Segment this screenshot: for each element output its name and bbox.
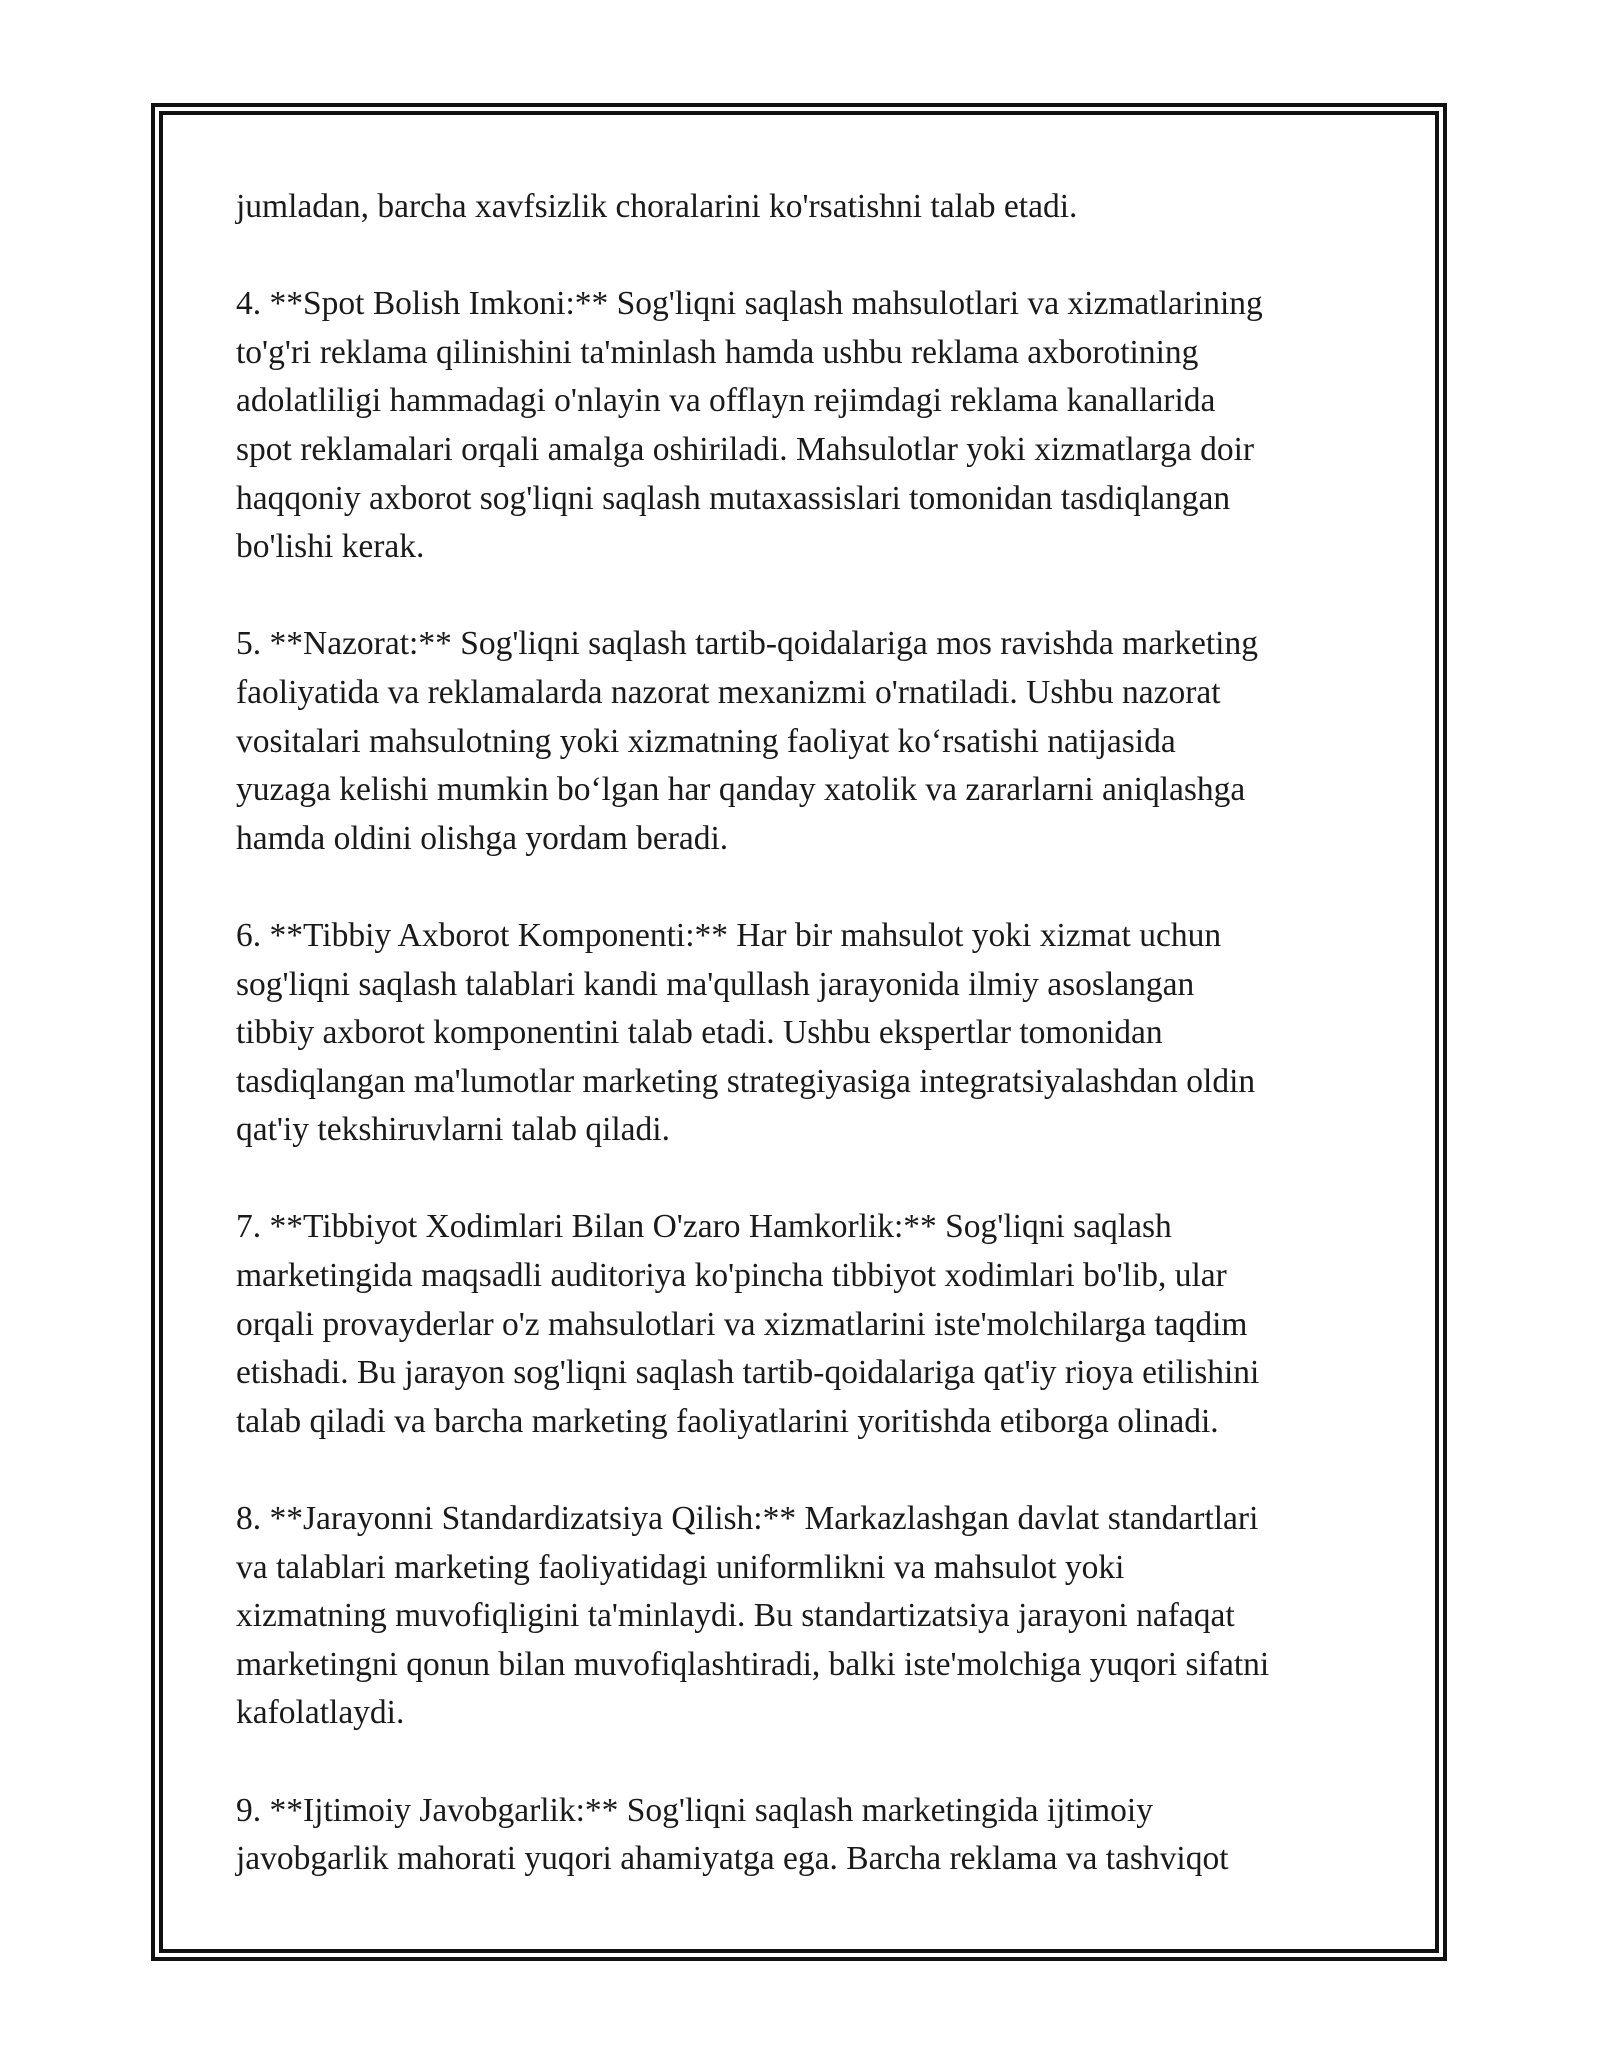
text-line: 6. **Tibbiy Axborot Komponenti:** Har bir mahsulot yoki xizmat uchun [236, 916, 1222, 954]
text-line: kafolatlaydi. [236, 1694, 405, 1732]
text-line: faoliyatida va reklamalarda nazorat mexanizmi o'rnatiladi. Ushbu nazorat [236, 673, 1221, 711]
text-line: haqqoniy axborot sog'liqni saqlash mutaxassislari tomonidan tasdiqlangan [236, 479, 1231, 517]
text-line: spot reklamalari orqali amalga oshiriladi. Mahsulotlar yoki xizmatlarga doir [236, 430, 1255, 468]
paragraph-item-5 [236, 620, 1376, 863]
text-line: adolatliligi hammadagi o'nlayin va offlayn rejimdagi reklama kanallarida [236, 382, 1216, 420]
paragraph-continuation [236, 183, 1376, 232]
text-line: 9. **Ijtimoiy Javobgarlik:** Sog'liqni saqlash marketingida ijtimoiy [236, 1791, 1153, 1829]
text-line: to'g'ri reklama qilinishini ta'minlash hamda ushbu reklama axborotining [236, 333, 1199, 371]
text-line: etishadi. Bu jarayon sog'liqni saqlash tartib-qoidalariga qat'iy rioya etilishini [236, 1354, 1260, 1392]
text-line: tasdiqlangan ma'lumotlar marketing strategiyasiga integratsiyalashdan oldin [236, 1062, 1256, 1100]
text-line: xizmatning muvofiqligini ta'minlaydi. Bu standartizatsiya jarayoni nafaqat [236, 1597, 1235, 1635]
paragraph-item-7 [236, 1203, 1376, 1446]
text-line: vositalari mahsulotning yoki xizmatning faoliyat ko‘rsatishi natijasida [236, 722, 1176, 760]
paragraph-item-6 [236, 912, 1376, 1155]
text-line: marketingida maqsadli auditoriya ko'pincha tibbiyot xodimlari bo'lib, ular [236, 1257, 1227, 1295]
document-body [236, 183, 1376, 1884]
paragraph-item-4 [236, 280, 1376, 572]
text-line: hamda oldini olishga yordam beradi. [236, 819, 729, 857]
text-line: orqali provayderlar o'z mahsulotlari va xizmatlarini iste'molchilarga taqdim [236, 1305, 1248, 1343]
text-line: 4. **Spot Bolish Imkoni:** Sog'liqni saqlash mahsulotlari va xizmatlarining [236, 285, 1263, 323]
text-line: va talablari marketing faoliyatidagi uniformlikni va mahsulot yoki [236, 1548, 1125, 1586]
text-line: jumladan, barcha xavfsizlik choralarini ko'rsatishni talab etadi. [236, 188, 1078, 225]
text-line: yuzaga kelishi mumkin bo‘lgan har qanday xatolik va zararlarni aniqlashga [236, 771, 1246, 809]
text-line: talab qiladi va barcha marketing faoliyatlarini yoritishda etiborga olinadi. [236, 1402, 1219, 1440]
text-line: 8. **Jarayonni Standardizatsiya Qilish:** Markazlashgan davlat standartlari [236, 1500, 1259, 1538]
text-line: qat'iy tekshiruvlarni talab qiladi. [236, 1111, 670, 1149]
text-line: 7. **Tibbiyot Xodimlari Bilan O'zaro Hamkorlik:** Sog'liqni saqlash [236, 1208, 1172, 1246]
paragraph-item-9 [236, 1787, 1376, 1884]
text-line: bo'lishi kerak. [236, 528, 425, 566]
text-line: javobgarlik mahorati yuqori ahamiyatga ega. Barcha reklama va tashviqot [236, 1840, 1229, 1878]
text-line: tibbiy axborot komponentini talab etadi. Ushbu ekspertlar tomonidan [236, 1014, 1163, 1052]
text-line: 5. **Nazorat:** Sog'liqni saqlash tartib-qoidalariga mos ravishda marketing [236, 625, 1258, 663]
text-line: sog'liqni saqlash talablari kandi ma'qullash jarayonida ilmiy asoslangan [236, 965, 1195, 1003]
text-line: marketingni qonun bilan muvofiqlashtiradi, balki iste'molchiga yuqori sifatni [236, 1645, 1270, 1683]
paragraph-item-8 [236, 1495, 1376, 1738]
